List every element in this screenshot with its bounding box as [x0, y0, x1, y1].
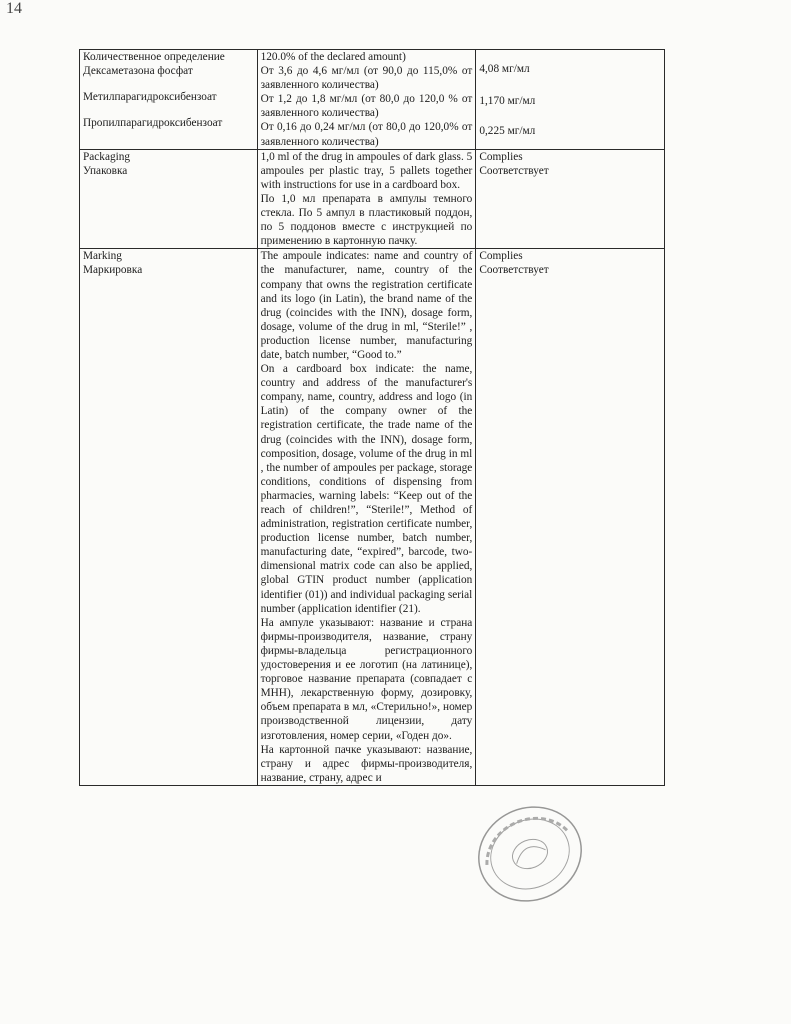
table-row-quantitative: [80, 50, 665, 150]
marking-label-en: Marking: [83, 250, 122, 263]
marking-parameter-cell: [80, 249, 258, 786]
quant-norm-p1: 120.0% of the declared amount): [260, 51, 406, 63]
round-stamp-seal: [457, 781, 603, 927]
table-row-packaging: [80, 149, 665, 249]
packaging-norm-cell: [257, 149, 476, 249]
marking-box-en: On a cardboard box indicate: the name, country and address of the manufacturer's company, name, country, address and logo (in Latin) of the company owner of the registration certificate, the trade name of the drug (coincides with the INN), dosage form, composition, dosage, volume of the drug in ml , the number of ampoules per package, storage conditions, conditions of dispensing from pharmacies, warning labels: “Keep out of the reach of children!”, “Sterile!”, Method of administration, registration certificate number, production license number, batch number, manufacturing date, “expired”, barcode, two-dimensional matrix code can also be applied, global GTIN product number (application identifier (01)) and individual packaging serial number (application identifier (21).: [260, 363, 473, 615]
marking-ampoule-ru: На ампуле указывают: название и страна фирмы-производителя, название, страну фирмы-владельца регистрационного удостоверения и ее логотип (на латинице), торговое название препарата (совпадает с МНН), лекарственную форму, дозировку, объем препарата в мл, «Стерильно!», номер производственной лицензии, дату изготовления, номер серии, «Годен до».: [260, 616, 473, 742]
quant-title: Количественное определение: [83, 51, 225, 63]
quant-methylparaben: Метилпарагидроксибензоат: [83, 91, 217, 104]
marking-label-ru: Маркировка: [83, 264, 143, 277]
quant-norm-p2: От 3,6 до 4,6 мг/мл (от 90,0 до 115,0% от заявленного количества): [260, 65, 473, 92]
marking-result-en: Complies: [479, 250, 523, 263]
quant-result-2: 1,170 мг/мл: [479, 95, 536, 108]
packaging-text-ru: По 1,0 мл препарата в ампулы темного стекла. По 5 ампул в пластиковый поддон, по 5 поддонов вместе с инструкцией по применению в картонную пачку.: [260, 192, 473, 248]
quant-propylparaben: Пропилпарагидроксибензоат: [83, 117, 223, 130]
quant-norm-p4: От 0,16 до 0,24 мг/мл (от 80,0 до 120,0% от заявленного количества): [260, 121, 473, 148]
marking-result-cell: [476, 249, 665, 786]
table-row-marking: [80, 249, 665, 786]
quant-result-3: 0,225 мг/мл: [479, 125, 536, 138]
marking-ampoule-en: The ampoule indicates: name and country of the manufacturer, name, country of the company that owns the registration certificate and its logo (in Latin), the brand name of the drug (coincides with the INN), dosage form, dosage, volume of the drug in ml, “Sterile!” , production license number, manufacturing date, batch number, “Good to.”: [260, 250, 473, 361]
packaging-result-ru: Соответствует: [479, 164, 549, 177]
marking-norm-cell: [257, 249, 476, 786]
packaging-text-en: 1,0 ml of the drug in ampoules of dark glass. 5 ampoules per plastic tray, 5 pallets together with instructions for use in a cardboard box.: [260, 150, 473, 191]
specification-table: [79, 49, 665, 786]
quant-norm-p3: От 1,2 до 1,8 мг/мл (от 80,0 до 120,0 % от заявленного количества): [260, 93, 473, 120]
packaging-parameter-cell: [80, 149, 258, 249]
quant-parameter-cell: [80, 50, 258, 150]
quant-result-cell: [476, 50, 665, 150]
packaging-result-en: Complies: [479, 150, 523, 163]
marking-box-ru: На картонной пачке указывают: название, страну и адрес фирмы-производителя, название, страну, адрес и: [260, 743, 473, 784]
packaging-label-en: Packaging: [83, 150, 131, 163]
quant-norm-cell: [257, 50, 476, 150]
quant-dexamethasone: Дексаметазона фосфат: [83, 65, 193, 78]
packaging-label-ru: Упаковка: [83, 164, 128, 177]
quant-result-1: 4,08 мг/мл: [479, 63, 530, 75]
packaging-result-cell: [476, 149, 665, 249]
page-number-mark: 14: [6, 0, 22, 17]
marking-result-ru: Соответствует: [479, 264, 549, 277]
